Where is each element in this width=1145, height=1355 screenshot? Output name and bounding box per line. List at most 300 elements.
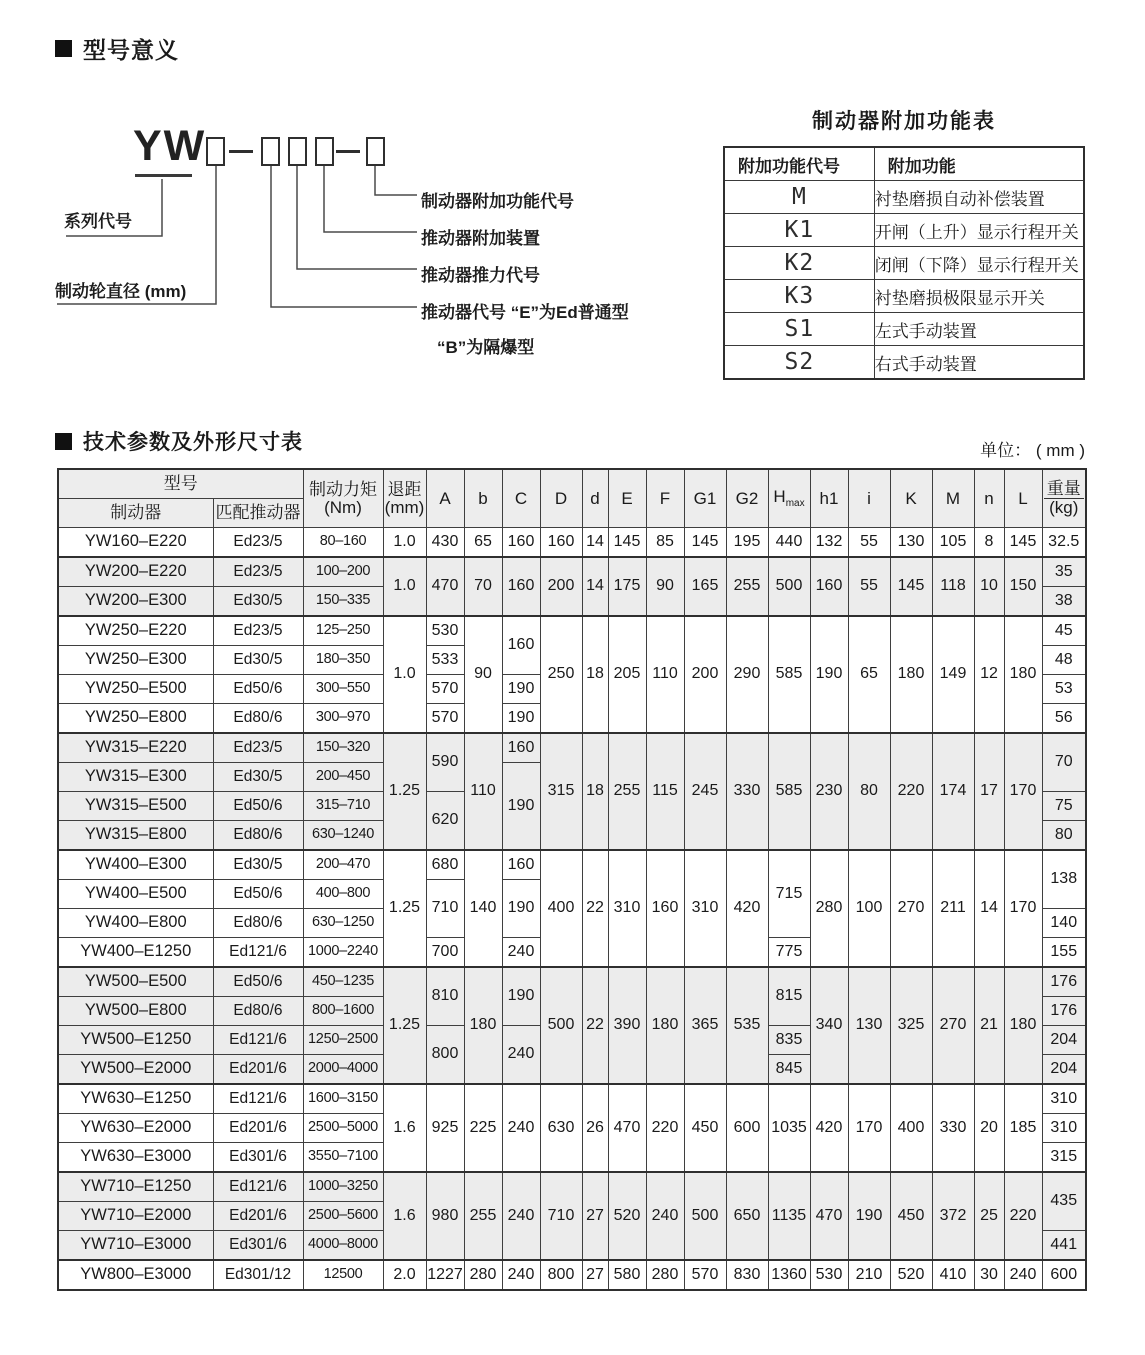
cell-A: 710 <box>426 880 464 938</box>
cell-brake-model: YW250–E300 <box>58 646 213 675</box>
model-digit-box <box>206 137 225 166</box>
cell-Hmax: 835 <box>768 1026 810 1055</box>
cell-thruster: Ed121/6 <box>213 1172 303 1202</box>
spec-row <box>58 1084 1086 1114</box>
cell-brake-model: YW630–E1250 <box>58 1084 213 1114</box>
section-marker-icon <box>55 433 72 450</box>
cell-E: 470 <box>608 1084 646 1172</box>
cell-G1: 245 <box>684 733 726 850</box>
cell-thruster: Ed30/5 <box>213 763 303 792</box>
func-row <box>724 313 1084 346</box>
model-digit-box <box>366 137 385 166</box>
cell-torque: 1250–2500 <box>303 1026 383 1055</box>
header-dim-c: C <box>502 469 540 528</box>
cell-C: 240 <box>502 938 540 968</box>
cell-h1: 420 <box>810 1084 848 1172</box>
func-header-func: 附加功能 <box>874 147 1084 181</box>
cell-F: 180 <box>646 967 684 1084</box>
cell-brake-model: YW800–E3000 <box>58 1260 213 1290</box>
cell-brake-model: YW630–E3000 <box>58 1143 213 1173</box>
cell-torque: 630–1240 <box>303 821 383 851</box>
cell-torque: 80–160 <box>303 528 383 558</box>
cell-torque: 2500–5000 <box>303 1114 383 1143</box>
cell-L: 185 <box>1004 1084 1042 1172</box>
cell-C: 190 <box>502 675 540 704</box>
cell-E: 310 <box>608 850 646 967</box>
cell-K: 400 <box>890 1084 932 1172</box>
cell-h1: 160 <box>810 557 848 616</box>
spec-header-row-1 <box>58 469 1086 499</box>
cell-d: 26 <box>582 1084 608 1172</box>
label-wheel-diameter: 制动轮直径 (mm) <box>55 282 187 301</box>
cell-D: 250 <box>540 616 582 733</box>
cell-h1: 280 <box>810 850 848 967</box>
header-dim-h1: h1 <box>810 469 848 528</box>
cell-A: 620 <box>426 792 464 851</box>
cell-D: 710 <box>540 1172 582 1260</box>
cell-thruster: Ed30/5 <box>213 850 303 880</box>
cell-weight: 138 <box>1042 850 1086 909</box>
cell-torque: 150–335 <box>303 587 383 617</box>
cell-b: 140 <box>464 850 502 967</box>
cell-d: 27 <box>582 1260 608 1290</box>
cell-gap: 1.0 <box>383 616 426 733</box>
cell-h1: 340 <box>810 967 848 1084</box>
series-underline <box>135 174 192 177</box>
cell-thruster: Ed23/5 <box>213 616 303 646</box>
cell-G1: 165 <box>684 557 726 616</box>
cell-G2: 600 <box>726 1084 768 1172</box>
cell-gap: 1.6 <box>383 1084 426 1172</box>
cell-brake-model: YW250–E800 <box>58 704 213 734</box>
cell-b: 225 <box>464 1084 502 1172</box>
cell-thruster: Ed50/6 <box>213 675 303 704</box>
cell-Hmax: 1360 <box>768 1260 810 1290</box>
cell-brake-model: YW400–E500 <box>58 880 213 909</box>
cell-A: 800 <box>426 1026 464 1085</box>
cell-weight: 80 <box>1042 821 1086 851</box>
func-desc: 衬垫磨损极限显示开关 <box>874 280 1084 313</box>
cell-torque: 300–970 <box>303 704 383 734</box>
cell-torque: 12500 <box>303 1260 383 1290</box>
cell-i: 80 <box>848 733 890 850</box>
cell-C: 240 <box>502 1026 540 1085</box>
cell-torque: 2500–5600 <box>303 1202 383 1231</box>
cell-n: 14 <box>974 850 1004 967</box>
spec-row <box>58 967 1086 997</box>
cell-Hmax: 815 <box>768 967 810 1026</box>
cell-weight: 35 <box>1042 557 1086 587</box>
cell-M: 372 <box>932 1172 974 1260</box>
cell-torque: 125–250 <box>303 616 383 646</box>
cell-G2: 255 <box>726 557 768 616</box>
cell-F: 85 <box>646 528 684 558</box>
cell-F: 115 <box>646 733 684 850</box>
cell-G1: 310 <box>684 850 726 967</box>
cell-M: 330 <box>932 1084 974 1172</box>
spec-table <box>57 468 1087 1291</box>
cell-thruster: Ed23/5 <box>213 557 303 587</box>
func-code: M <box>724 181 874 214</box>
cell-weight: 204 <box>1042 1026 1086 1055</box>
cell-b: 65 <box>464 528 502 558</box>
header-dim-hmax: $H_{max}$ <box>768 469 810 528</box>
cell-A: 680 <box>426 850 464 880</box>
cell-h1: 190 <box>810 616 848 733</box>
label-thrust-code: 推动器推力代号 <box>421 266 540 285</box>
cell-n: 12 <box>974 616 1004 733</box>
func-code: S2 <box>724 346 874 380</box>
cell-weight: 75 <box>1042 792 1086 821</box>
cell-C: 190 <box>502 880 540 938</box>
cell-thruster: Ed301/6 <box>213 1143 303 1173</box>
cell-gap: 1.25 <box>383 733 426 850</box>
section-marker-icon <box>55 40 72 57</box>
cell-b: 90 <box>464 616 502 733</box>
cell-C: 160 <box>502 616 540 675</box>
func-row <box>724 280 1084 313</box>
label-series-code: 系列代号 <box>64 212 132 231</box>
cell-d: 18 <box>582 733 608 850</box>
cell-C: 190 <box>502 763 540 851</box>
cell-torque: 4000–8000 <box>303 1231 383 1261</box>
spec-row <box>58 616 1086 646</box>
header-dim-k: K <box>890 469 932 528</box>
cell-M: 270 <box>932 967 974 1084</box>
cell-h1: 530 <box>810 1260 848 1290</box>
cell-A: 470 <box>426 557 464 616</box>
cell-E: 205 <box>608 616 646 733</box>
cell-n: 10 <box>974 557 1004 616</box>
cell-torque: 1000–3250 <box>303 1172 383 1202</box>
cell-A: 925 <box>426 1084 464 1172</box>
func-table-title: 制动器附加功能表 <box>812 110 996 133</box>
cell-brake-model: YW630–E2000 <box>58 1114 213 1143</box>
cell-brake-model: YW710–E2000 <box>58 1202 213 1231</box>
header-thruster: 匹配推动器 <box>213 499 303 528</box>
header-dim-b: b <box>464 469 502 528</box>
cell-i: 55 <box>848 528 890 558</box>
cell-weight: 70 <box>1042 733 1086 792</box>
cell-G2: 650 <box>726 1172 768 1260</box>
cell-h1: 230 <box>810 733 848 850</box>
cell-G1: 450 <box>684 1084 726 1172</box>
model-digit-box <box>288 137 307 166</box>
cell-brake-model: YW315–E800 <box>58 821 213 851</box>
section-title-text: 型号意义 <box>83 37 179 63</box>
header-torque: 制动力矩 (Nm) <box>303 469 383 528</box>
label-attach-device: 推动器附加装置 <box>421 229 540 248</box>
cell-b: 280 <box>464 1260 502 1290</box>
header-brake: 制动器 <box>58 499 213 528</box>
cell-gap: 1.0 <box>383 557 426 616</box>
cell-thruster: Ed23/5 <box>213 528 303 558</box>
cell-thruster: Ed50/6 <box>213 880 303 909</box>
cell-d: 14 <box>582 528 608 558</box>
spec-row <box>58 557 1086 587</box>
cell-gap: 1.0 <box>383 528 426 558</box>
cell-G1: 570 <box>684 1260 726 1290</box>
label-thruster-code-line1: 推动器代号 “E”为Ed普通型 <box>421 303 629 322</box>
header-model: 型号 <box>58 469 303 499</box>
cell-weight: 45 <box>1042 616 1086 646</box>
cell-A: 590 <box>426 733 464 792</box>
cell-d: 14 <box>582 557 608 616</box>
header-dim-e: E <box>608 469 646 528</box>
cell-F: 240 <box>646 1172 684 1260</box>
cell-torque: 100–200 <box>303 557 383 587</box>
func-header-code: 附加功能代号 <box>724 147 874 181</box>
cell-weight: 310 <box>1042 1114 1086 1143</box>
cell-thruster: Ed201/6 <box>213 1055 303 1085</box>
cell-L: 150 <box>1004 557 1042 616</box>
cell-thruster: Ed80/6 <box>213 997 303 1026</box>
func-desc: 开闸（上升）显示行程开关 <box>874 214 1084 247</box>
cell-torque: 1600–3150 <box>303 1084 383 1114</box>
cell-gap: 1.25 <box>383 967 426 1084</box>
cell-torque: 200–470 <box>303 850 383 880</box>
cell-thruster: Ed80/6 <box>213 909 303 938</box>
model-digit-box <box>315 137 334 166</box>
cell-C: 190 <box>502 704 540 734</box>
cell-G2: 330 <box>726 733 768 850</box>
cell-G2: 290 <box>726 616 768 733</box>
header-dim-d: d <box>582 469 608 528</box>
cell-torque: 315–710 <box>303 792 383 821</box>
cell-D: 630 <box>540 1084 582 1172</box>
cell-D: 400 <box>540 850 582 967</box>
cell-Hmax: 585 <box>768 733 810 850</box>
cell-thruster: Ed50/6 <box>213 967 303 997</box>
cell-E: 175 <box>608 557 646 616</box>
cell-D: 315 <box>540 733 582 850</box>
cell-gap: 1.6 <box>383 1172 426 1260</box>
model-digit-box <box>261 137 280 166</box>
spec-row <box>58 528 1086 558</box>
cell-Hmax: 845 <box>768 1055 810 1085</box>
cell-K: 520 <box>890 1260 932 1290</box>
cell-F: 90 <box>646 557 684 616</box>
cell-torque: 180–350 <box>303 646 383 675</box>
cell-weight: 155 <box>1042 938 1086 968</box>
cell-weight: 435 <box>1042 1172 1086 1231</box>
cell-weight: 176 <box>1042 997 1086 1026</box>
cell-torque: 400–800 <box>303 880 383 909</box>
cell-thruster: Ed121/6 <box>213 1084 303 1114</box>
cell-M: 174 <box>932 733 974 850</box>
cell-Hmax: 1035 <box>768 1084 810 1172</box>
label-func-code: 制动器附加功能代号 <box>421 192 574 211</box>
cell-brake-model: YW315–E220 <box>58 733 213 763</box>
func-table <box>723 146 1085 380</box>
cell-E: 520 <box>608 1172 646 1260</box>
header-dim-n: n <box>974 469 1004 528</box>
header-dim-g2: G2 <box>726 469 768 528</box>
cell-brake-model: YW315–E500 <box>58 792 213 821</box>
cell-weight: 38 <box>1042 587 1086 617</box>
cell-Hmax: 775 <box>768 938 810 968</box>
cell-L: 220 <box>1004 1172 1042 1260</box>
cell-thruster: Ed201/6 <box>213 1202 303 1231</box>
cell-A: 430 <box>426 528 464 558</box>
cell-A: 533 <box>426 646 464 675</box>
cell-C: 190 <box>502 967 540 1026</box>
cell-L: 170 <box>1004 850 1042 967</box>
cell-torque: 630–1250 <box>303 909 383 938</box>
cell-brake-model: YW315–E300 <box>58 763 213 792</box>
func-table-header-row <box>724 147 1084 181</box>
cell-C: 240 <box>502 1260 540 1290</box>
cell-thruster: Ed301/6 <box>213 1231 303 1261</box>
cell-thruster: Ed30/5 <box>213 646 303 675</box>
cell-D: 160 <box>540 528 582 558</box>
cell-Hmax: 500 <box>768 557 810 616</box>
cell-A: 530 <box>426 616 464 646</box>
header-dim-m: M <box>932 469 974 528</box>
header-dim-i: i <box>848 469 890 528</box>
cell-L: 145 <box>1004 528 1042 558</box>
header-dim-g1: G1 <box>684 469 726 528</box>
cell-weight: 315 <box>1042 1143 1086 1173</box>
header-dim-l: L <box>1004 469 1042 528</box>
cell-thruster: Ed301/12 <box>213 1260 303 1290</box>
cell-D: 200 <box>540 557 582 616</box>
cell-Hmax: 585 <box>768 616 810 733</box>
cell-G2: 195 <box>726 528 768 558</box>
model-dash <box>229 150 253 153</box>
cell-torque: 300–550 <box>303 675 383 704</box>
cell-i: 210 <box>848 1260 890 1290</box>
cell-A: 570 <box>426 704 464 734</box>
header-gap: 退距 (mm) <box>383 469 426 528</box>
cell-M: 118 <box>932 557 974 616</box>
cell-Hmax: 440 <box>768 528 810 558</box>
cell-A: 1227 <box>426 1260 464 1290</box>
cell-brake-model: YW200–E220 <box>58 557 213 587</box>
cell-E: 255 <box>608 733 646 850</box>
cell-n: 8 <box>974 528 1004 558</box>
cell-L: 180 <box>1004 616 1042 733</box>
cell-gap: 1.25 <box>383 850 426 967</box>
cell-n: 25 <box>974 1172 1004 1260</box>
cell-C: 160 <box>502 557 540 616</box>
cell-thruster: Ed201/6 <box>213 1114 303 1143</box>
cell-i: 55 <box>848 557 890 616</box>
cell-F: 160 <box>646 850 684 967</box>
cell-weight: 48 <box>1042 646 1086 675</box>
cell-G2: 535 <box>726 967 768 1084</box>
cell-F: 220 <box>646 1084 684 1172</box>
unit-label: 单位： ( mm ) <box>980 441 1085 460</box>
cell-torque: 800–1600 <box>303 997 383 1026</box>
cell-K: 180 <box>890 616 932 733</box>
cell-weight: 441 <box>1042 1231 1086 1261</box>
cell-brake-model: YW250–E220 <box>58 616 213 646</box>
header-weight: 重量 (kg) <box>1042 469 1086 528</box>
cell-d: 27 <box>582 1172 608 1260</box>
cell-i: 100 <box>848 850 890 967</box>
cell-torque: 150–320 <box>303 733 383 763</box>
cell-D: 500 <box>540 967 582 1084</box>
cell-brake-model: YW250–E500 <box>58 675 213 704</box>
cell-C: 160 <box>502 528 540 558</box>
cell-i: 190 <box>848 1172 890 1260</box>
cell-thruster: Ed80/6 <box>213 821 303 851</box>
cell-G1: 145 <box>684 528 726 558</box>
cell-b: 70 <box>464 557 502 616</box>
cell-G2: 420 <box>726 850 768 967</box>
func-row <box>724 346 1084 380</box>
cell-A: 700 <box>426 938 464 968</box>
cell-K: 220 <box>890 733 932 850</box>
func-code: K2 <box>724 247 874 280</box>
cell-Hmax: 1135 <box>768 1172 810 1260</box>
header-dim-d: D <box>540 469 582 528</box>
cell-brake-model: YW710–E1250 <box>58 1172 213 1202</box>
cell-weight: 176 <box>1042 967 1086 997</box>
cell-weight: 32.5 <box>1042 528 1086 558</box>
cell-i: 170 <box>848 1084 890 1172</box>
cell-weight: 204 <box>1042 1055 1086 1085</box>
func-row <box>724 181 1084 214</box>
cell-F: 280 <box>646 1260 684 1290</box>
cell-torque: 3550–7100 <box>303 1143 383 1173</box>
func-code: S1 <box>724 313 874 346</box>
cell-M: 211 <box>932 850 974 967</box>
cell-thruster: Ed80/6 <box>213 704 303 734</box>
cell-E: 580 <box>608 1260 646 1290</box>
func-row <box>724 214 1084 247</box>
func-row <box>724 247 1084 280</box>
cell-K: 450 <box>890 1172 932 1260</box>
cell-b: 110 <box>464 733 502 850</box>
cell-brake-model: YW400–E800 <box>58 909 213 938</box>
cell-brake-model: YW500–E1250 <box>58 1026 213 1055</box>
cell-brake-model: YW400–E1250 <box>58 938 213 968</box>
cell-gap: 2.0 <box>383 1260 426 1290</box>
section-title-spec <box>55 426 303 456</box>
cell-brake-model: YW160–E220 <box>58 528 213 558</box>
cell-K: 130 <box>890 528 932 558</box>
cell-torque: 450–1235 <box>303 967 383 997</box>
cell-K: 145 <box>890 557 932 616</box>
cell-L: 170 <box>1004 733 1042 850</box>
cell-d: 18 <box>582 616 608 733</box>
cell-G1: 365 <box>684 967 726 1084</box>
cell-thruster: Ed121/6 <box>213 1026 303 1055</box>
cell-C: 160 <box>502 733 540 763</box>
cell-K: 325 <box>890 967 932 1084</box>
cell-L: 180 <box>1004 967 1042 1084</box>
cell-torque: 200–450 <box>303 763 383 792</box>
cell-weight: 140 <box>1042 909 1086 938</box>
spec-row <box>58 733 1086 763</box>
cell-C: 160 <box>502 850 540 880</box>
section-title-model-meaning <box>55 32 179 65</box>
cell-E: 145 <box>608 528 646 558</box>
spec-row <box>58 850 1086 880</box>
cell-D: 800 <box>540 1260 582 1290</box>
cell-brake-model: YW500–E800 <box>58 997 213 1026</box>
cell-weight: 600 <box>1042 1260 1086 1290</box>
spec-row <box>58 1172 1086 1202</box>
func-code: K1 <box>724 214 874 247</box>
cell-weight: 56 <box>1042 704 1086 734</box>
cell-n: 21 <box>974 967 1004 1084</box>
cell-G2: 830 <box>726 1260 768 1290</box>
cell-h1: 132 <box>810 528 848 558</box>
cell-Hmax: 715 <box>768 850 810 938</box>
